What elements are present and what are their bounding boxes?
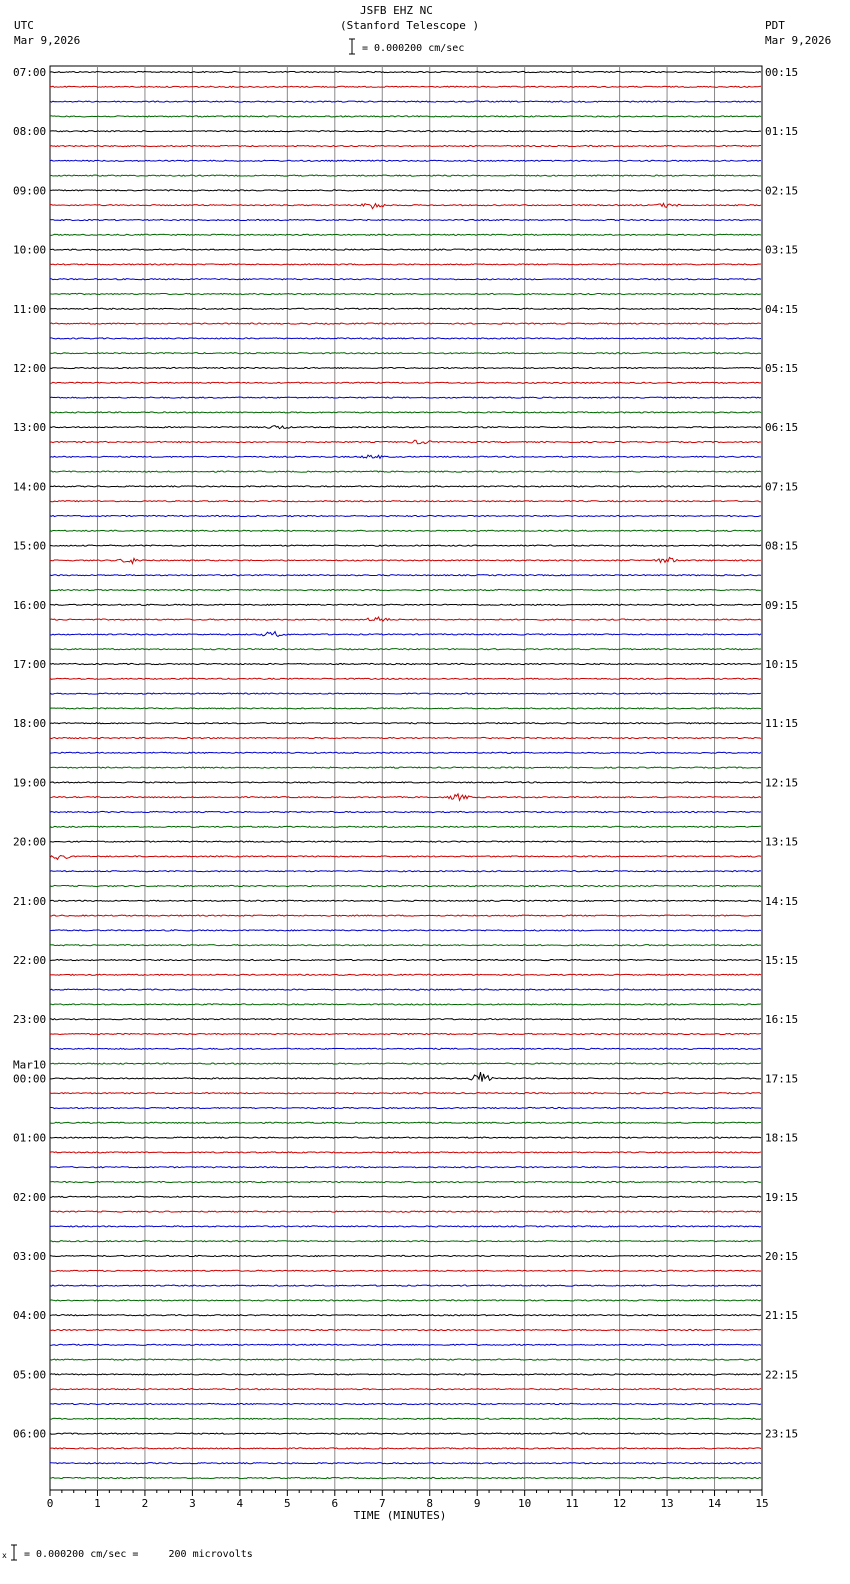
trace-line <box>50 71 761 72</box>
trace-line <box>50 440 761 443</box>
pdt-hour-label: 19:15 <box>765 1190 799 1204</box>
trace-line <box>50 530 761 531</box>
pdt-hour-label: 03:15 <box>765 243 799 257</box>
pdt-hour-label: 10:15 <box>765 658 799 671</box>
trace-line <box>50 382 761 383</box>
x-tick-label: 2 <box>141 1497 149 1510</box>
trace-line <box>50 1063 761 1064</box>
pdt-hour-label: 12:15 <box>765 776 799 790</box>
utc-hour-label: 13:00 <box>13 421 47 435</box>
pdt-hour-label: 01:15 <box>765 125 799 139</box>
utc-hour-label: 15:00 <box>13 539 47 553</box>
utc-hour-label: 01:00 <box>13 1131 47 1145</box>
trace-line <box>50 1433 761 1434</box>
utc-hour-label: 11:00 <box>13 302 47 316</box>
trace-line <box>50 1072 761 1082</box>
x-axis-label: TIME (MINUTES) <box>353 1509 447 1522</box>
utc-hour-label: 18:00 <box>13 717 47 731</box>
pdt-hour-label: 04:15 <box>765 302 799 316</box>
pdt-hour-label: 08:15 <box>765 539 799 553</box>
trace-line <box>50 589 761 590</box>
trace-line <box>50 131 761 132</box>
trace-line <box>50 1004 761 1005</box>
trace-line <box>50 708 761 709</box>
utc-zone-label: UTC <box>14 19 34 32</box>
footer-scale-bar-icon <box>9 1543 19 1563</box>
trace-line <box>50 945 761 946</box>
scale-label: = 0.000200 cm/sec <box>362 43 465 54</box>
trace-line <box>50 1448 761 1449</box>
x-tick-label: 3 <box>189 1497 196 1510</box>
pdt-hour-label: 05:15 <box>765 362 799 375</box>
utc-hour-label: 09:00 <box>13 184 47 198</box>
utc-hour-label: 22:00 <box>13 954 47 967</box>
utc-hour-label: 08:00 <box>13 125 47 139</box>
x-tick-label: 6 <box>331 1497 339 1510</box>
trace-line <box>50 811 761 812</box>
trace-line <box>50 1167 761 1168</box>
utc-hour-label: 14:00 <box>13 480 47 494</box>
trace-line <box>50 1196 761 1197</box>
trace-line <box>50 617 761 621</box>
pdt-hour-label: 07:15 <box>765 480 799 494</box>
trace-line <box>50 678 761 679</box>
trace-line <box>50 1093 761 1094</box>
utc-hour-label: 07:00 <box>13 66 47 79</box>
x-tick-label: 5 <box>284 1497 291 1510</box>
trace-line <box>50 1137 761 1138</box>
trace-line <box>50 1300 761 1301</box>
utc-hour-label: 06:00 <box>13 1427 47 1441</box>
utc-date-label: Mar 9,2026 <box>14 34 81 47</box>
trace-line <box>50 1241 761 1242</box>
trace-line <box>50 1403 761 1404</box>
date-change-label: Mar10 <box>13 1058 47 1072</box>
pdt-hour-label: 11:15 <box>765 717 799 731</box>
utc-hour-label: 04:00 <box>13 1309 47 1323</box>
x-tick-label: 14 <box>707 1497 722 1510</box>
x-tick-label: 15 <box>755 1497 769 1510</box>
trace-line <box>50 737 761 738</box>
trace-line <box>50 649 761 650</box>
trace-line <box>50 426 761 429</box>
footer-scale-label: = 0.000200 cm/sec = 200 microvolts <box>24 1549 253 1560</box>
trace-line <box>50 338 761 339</box>
x-tick-label: 11 <box>565 1497 579 1510</box>
trace-line <box>50 353 761 354</box>
trace-line <box>50 86 761 87</box>
pdt-hour-label: 22:15 <box>765 1368 799 1382</box>
trace-line <box>50 234 761 235</box>
trace-line <box>50 219 761 220</box>
trace-line <box>50 279 761 280</box>
pdt-hour-label: 06:15 <box>765 421 799 435</box>
trace-line <box>50 203 761 208</box>
trace-line <box>50 632 761 637</box>
trace-line <box>50 1463 761 1464</box>
trace-line <box>50 190 761 191</box>
trace-line <box>50 160 761 161</box>
pdt-hour-label: 20:15 <box>765 1250 799 1263</box>
trace-line <box>50 1048 761 1049</box>
trace-line <box>50 515 761 516</box>
x-tick-label: 0 <box>46 1497 54 1510</box>
utc-hour-label: 20:00 <box>13 835 47 849</box>
x-tick-label: 10 <box>518 1497 532 1510</box>
pdt-hour-label: 16:15 <box>765 1013 799 1027</box>
trace-line <box>50 397 761 398</box>
x-tick-label: 1 <box>94 1497 101 1510</box>
trace-line <box>50 175 761 176</box>
utc-hour-label: 16:00 <box>13 598 47 612</box>
trace-line <box>50 900 761 901</box>
trace-line <box>50 116 761 117</box>
trace-line <box>50 1315 761 1316</box>
utc-hour-label: 03:00 <box>13 1250 47 1263</box>
trace-line <box>50 471 761 472</box>
pdt-hour-label: 09:15 <box>765 598 799 612</box>
x-tick-label: 9 <box>473 1497 481 1510</box>
x-tick-label: 7 <box>378 1497 386 1510</box>
trace-line <box>50 557 761 563</box>
trace-line <box>50 1019 761 1020</box>
pdt-zone-label: PDT <box>765 19 785 32</box>
trace-line <box>50 501 761 502</box>
utc-hour-label: 17:00 <box>13 658 47 671</box>
pdt-hour-label: 00:15 <box>765 66 799 79</box>
trace-line <box>50 723 761 724</box>
utc-hour-label: 00:00 <box>13 1072 47 1086</box>
trace-line <box>50 1270 761 1271</box>
trace-line <box>50 455 761 458</box>
trace-line <box>50 693 761 694</box>
trace-line <box>50 885 761 886</box>
trace-line <box>50 604 761 605</box>
trace-line <box>50 826 761 827</box>
x-tick-label: 12 <box>612 1497 627 1510</box>
trace-line <box>50 1477 761 1478</box>
pdt-hour-label: 17:15 <box>765 1072 799 1086</box>
trace-line <box>50 663 761 664</box>
trace-line <box>50 249 761 250</box>
pdt-hour-label: 15:15 <box>765 954 799 967</box>
trace-line <box>50 1152 761 1153</box>
x-tick-label: 4 <box>236 1497 244 1510</box>
trace-line <box>50 959 761 960</box>
trace-line <box>50 974 761 975</box>
utc-hour-label: 12:00 <box>13 362 47 375</box>
trace-line <box>50 841 761 842</box>
utc-hour-label: 10:00 <box>13 243 47 257</box>
trace-line <box>50 101 761 102</box>
trace-line <box>50 1329 761 1330</box>
pdt-date-label: Mar 9,2026 <box>765 34 832 47</box>
chart-title: JSFB EHZ NC <box>360 4 433 17</box>
trace-line <box>50 1344 761 1345</box>
utc-hour-label: 02:00 <box>13 1190 47 1204</box>
trace-line <box>50 1374 761 1375</box>
trace-line <box>50 367 761 368</box>
trace-line <box>50 264 761 265</box>
trace-line <box>50 989 761 990</box>
x-tick-label: 8 <box>426 1497 434 1510</box>
trace-line <box>50 871 761 872</box>
utc-hour-label: 23:00 <box>13 1013 47 1027</box>
trace-line <box>50 794 761 800</box>
trace-line <box>50 545 761 546</box>
pdt-hour-label: 13:15 <box>765 835 799 849</box>
trace-line <box>50 1122 761 1123</box>
trace-line <box>50 1107 761 1108</box>
footer-prefix: x <box>2 1551 7 1560</box>
trace-line <box>50 486 761 487</box>
trace-line <box>50 412 761 413</box>
trace-line <box>50 767 761 768</box>
pdt-hour-label: 23:15 <box>765 1427 799 1441</box>
pdt-hour-label: 02:15 <box>765 184 799 198</box>
trace-line <box>50 1418 761 1419</box>
utc-hour-label: 21:00 <box>13 894 47 908</box>
trace-line <box>50 1181 761 1182</box>
trace-line <box>50 575 761 576</box>
trace-line <box>50 1285 761 1286</box>
pdt-hour-label: 14:15 <box>765 894 799 908</box>
trace-line <box>50 752 761 753</box>
trace-line <box>50 1359 761 1360</box>
trace-line <box>50 1389 761 1390</box>
utc-hour-label: 19:00 <box>13 776 47 790</box>
trace-line <box>50 856 761 860</box>
trace-line <box>50 145 761 146</box>
x-tick-label: 13 <box>660 1497 674 1510</box>
chart-subtitle: (Stanford Telescope ) <box>340 19 480 32</box>
trace-line <box>50 293 761 294</box>
trace-line <box>50 782 761 783</box>
trace-line <box>50 323 761 324</box>
trace-line <box>50 308 761 309</box>
trace-line <box>50 1033 761 1034</box>
trace-line <box>50 930 761 931</box>
pdt-hour-label: 21:15 <box>765 1309 799 1323</box>
trace-line <box>50 1255 761 1256</box>
trace-line <box>50 1211 761 1212</box>
trace-line <box>50 1226 761 1227</box>
pdt-hour-label: 18:15 <box>765 1131 799 1145</box>
utc-hour-label: 05:00 <box>13 1368 47 1382</box>
trace-line <box>50 915 761 916</box>
